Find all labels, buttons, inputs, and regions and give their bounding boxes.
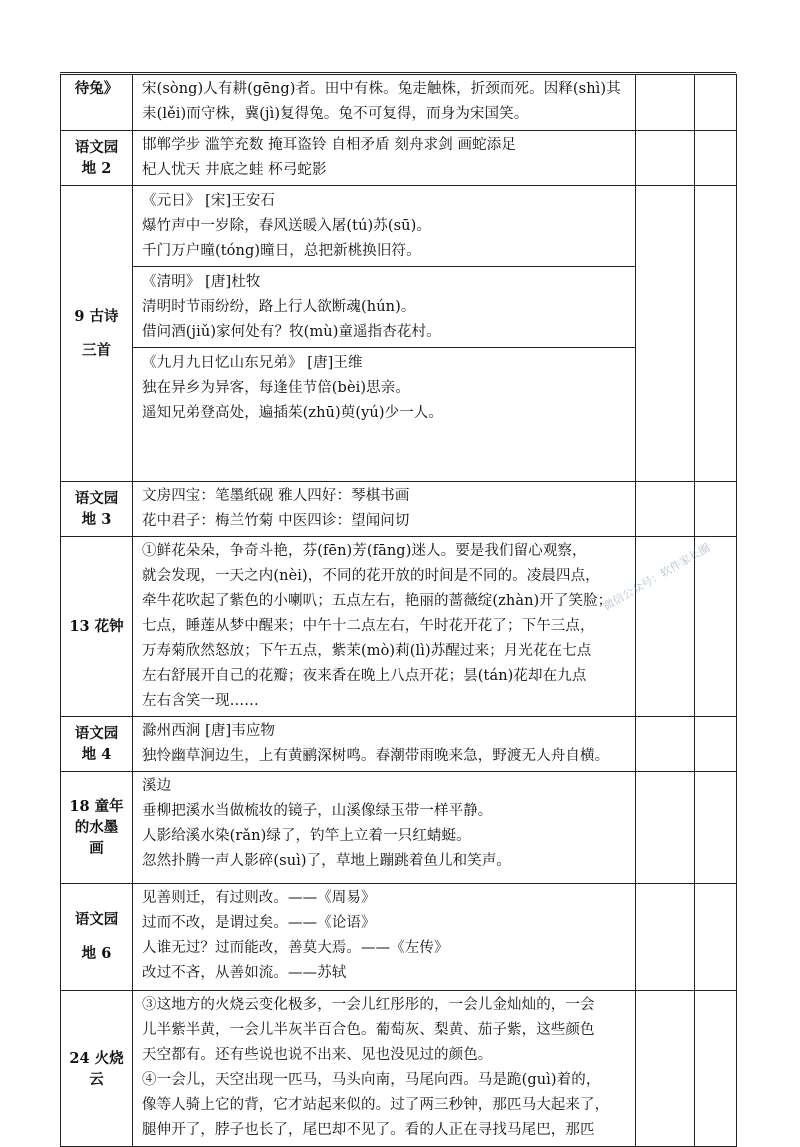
- lesson-title-line: 语文园: [74, 911, 119, 928]
- content-line: 邯郸学步 滥竽充数 掩耳盗铃 自相矛盾 刻舟求剑 画蛇添足: [142, 137, 516, 153]
- lesson-content: [133, 482, 636, 537]
- check-cell: [636, 186, 695, 482]
- lesson-title-line: 18 童年: [69, 798, 124, 815]
- lesson-title-line: 语文园: [74, 139, 119, 156]
- signature-cell: [695, 131, 737, 186]
- lesson-title-line: 13 花钟: [69, 618, 124, 635]
- content-line: 改过不吝，从善如流。——苏轼: [142, 965, 347, 981]
- lesson-title: [61, 75, 133, 131]
- lesson-title-line: 地 3: [81, 511, 112, 528]
- content-line: 人影给溪水染(rǎn)绿了，钓竿上立着一只红蜻蜓。: [142, 828, 471, 844]
- content-line: 过而不改，是谓过矣。——《论语》: [142, 915, 376, 931]
- content-line: 独怜幽草涧边生，上有黄鹂深树鸣。春潮带雨晚来急，野渡无人舟自横。: [142, 748, 610, 764]
- lesson-title-line: 地 2: [81, 160, 112, 177]
- content-line: ③这地方的火烧云变化极多，一会儿红彤彤的，一会儿金灿灿的，一会: [142, 997, 595, 1013]
- lesson-title-line: 待兔》: [74, 80, 119, 97]
- watermark-text: 微信公众号：软件家长圈: [601, 541, 713, 613]
- table-row: [61, 717, 737, 772]
- signature-cell: [695, 884, 737, 991]
- content-line: 儿半紫半黄，一会儿半灰半百合色。葡萄灰、梨黄、茄子紫，这些颜色: [142, 1022, 595, 1038]
- content-line: 遥知兄弟登高处，遍插茱(zhū)萸(yú)少一人。: [142, 405, 443, 421]
- lesson-title: [61, 482, 133, 537]
- check-cell: [636, 75, 695, 131]
- table-row: [61, 75, 737, 131]
- lesson-title-line: 语文园: [74, 725, 119, 742]
- poem-block: [133, 347, 635, 428]
- signature-cell: [695, 75, 737, 131]
- lesson-content: [133, 772, 636, 884]
- content-line: 人谁无过？过而能改，善莫大焉。——《左传》: [142, 940, 449, 956]
- lesson-title: [61, 717, 133, 772]
- lesson-content: [133, 186, 636, 482]
- lesson-title-line: 地 4: [81, 746, 112, 763]
- lesson-title: [61, 772, 133, 884]
- check-cell: [636, 991, 695, 1147]
- lesson-title-line: 的水墨: [74, 819, 119, 836]
- content-line: ④一会儿，天空出现一匹马，马头向南，马尾向西。马是跪(guì)着的，: [142, 1072, 601, 1088]
- lesson-content: [133, 991, 636, 1147]
- content-line: 滁州西涧 [唐]韦应物: [142, 723, 276, 739]
- table-row: [61, 991, 737, 1147]
- lesson-content: [133, 75, 636, 131]
- lesson-title-line: 云: [89, 1070, 104, 1088]
- top-rule: [60, 72, 736, 73]
- content-line: 七点，睡莲从梦中醒来；中午十二点左右，午时花开花了；下午三点，: [142, 618, 595, 634]
- lesson-content: [133, 884, 636, 991]
- signature-cell: [695, 991, 737, 1147]
- content-line: 牵牛花吹起了紫色的小喇叭；五点左右，艳丽的蔷薇绽(zhàn)开了笑脸；: [142, 593, 613, 609]
- content-line: 左右舒展开自己的花瓣；夜来香在晚上八点开花；昙(tán)花却在九点: [142, 668, 587, 684]
- table-row: [61, 482, 737, 537]
- signature-cell: [695, 772, 737, 884]
- content-line: 垂柳把溪水当做梳妆的镜子，山溪像绿玉带一样平静。: [142, 803, 493, 819]
- lesson-title-line: 地 6: [81, 945, 112, 962]
- content-line: 见善则迁，有过则改。——《周易》: [142, 890, 376, 906]
- lesson-title: [61, 186, 133, 482]
- signature-cell: [695, 482, 737, 537]
- lesson-title-line: 9 古诗: [74, 307, 119, 325]
- lesson-content: [133, 131, 636, 186]
- poem-block: [133, 186, 635, 266]
- lesson-content: [133, 537, 636, 717]
- check-cell: [636, 772, 695, 884]
- signature-cell: [695, 717, 737, 772]
- lesson-content: [133, 717, 636, 772]
- lesson-title-line: 画: [89, 840, 104, 857]
- check-cell: [636, 884, 695, 991]
- table-row: [61, 537, 737, 717]
- content-line: 杞人忧天 井底之蛙 杯弓蛇影: [142, 162, 327, 178]
- table-row: [61, 186, 737, 482]
- recitation-table: [60, 74, 737, 1147]
- table-row: [61, 131, 737, 186]
- content-line: 万寿菊欣然怒放；下午五点，紫茉(mò)莉(lì)苏醒过来；月光花在七点: [142, 643, 592, 659]
- lesson-title: [61, 991, 133, 1147]
- check-cell: [636, 717, 695, 772]
- content-line: 宋(sòng)人有耕(gēng)者。田中有株。兔走触株，折颈而死。因释(shì)其: [142, 81, 621, 97]
- content-line: 独在异乡为异客，每逢佳节倍(bèi)思亲。: [142, 380, 410, 396]
- content-line: 花中君子：梅兰竹菊 中医四诊：望闻问切: [142, 513, 410, 529]
- content-line: 像等人骑上它的背，它才站起来似的。过了两三秒钟，那匹马大起来了，: [142, 1097, 610, 1113]
- lesson-title: [61, 884, 133, 991]
- lesson-title: [61, 537, 133, 717]
- content-line: 爆竹声中一岁除，春风送暖入屠(tú)苏(sū)。: [142, 218, 431, 234]
- content-line: 左右含笑一现……: [142, 693, 259, 709]
- content-line: 腿伸开了，脖子也长了，尾巴却不见了。看的人正在寻找马尾巴，那匹: [142, 1122, 595, 1138]
- lesson-title-line: 三首: [82, 341, 111, 359]
- lesson-title-line: 语文园: [74, 490, 119, 507]
- content-line: 《元日》 [宋]王安石: [142, 193, 276, 209]
- poem-block: [133, 266, 635, 347]
- signature-cell: [695, 186, 737, 482]
- content-line: 耒(lěi)而守株，冀(jì)复得兔。兔不可复得，而身为宋国笑。: [142, 106, 529, 122]
- content-line: 清明时节雨纷纷，路上行人欲断魂(hún)。: [142, 299, 416, 315]
- content-line: 溪边: [142, 778, 172, 794]
- check-cell: [636, 482, 695, 537]
- content-line: 千门万户曈(tóng)曈日，总把新桃换旧符。: [142, 243, 421, 259]
- lesson-title: [61, 131, 133, 186]
- content-line: 文房四宝：笔墨纸砚 雅人四好：琴棋书画: [142, 488, 410, 504]
- signature-cell: [695, 537, 737, 717]
- content-line: 《清明》 [唐]杜牧: [142, 274, 261, 290]
- table-row: [61, 772, 737, 884]
- content-line: 天空都有。还有些说也说不出来、见也没见过的颜色。: [142, 1047, 493, 1063]
- table-row: [61, 884, 737, 991]
- content-line: 忽然扑腾一声人影碎(suì)了，草地上蹦跳着鱼儿和笑声。: [142, 853, 512, 869]
- content-line: 借问酒(jiǔ)家何处有？牧(mù)童遥指杏花村。: [142, 324, 441, 340]
- content-line: ①鲜花朵朵，争奇斗艳，芬(fēn)芳(fāng)迷人。要是我们留心观察，: [142, 543, 587, 559]
- lesson-title-line: 24 火烧: [69, 1049, 124, 1067]
- content-line: 就会发现，一天之内(nèi)，不同的花开放的时间是不同的。凌晨四点，: [142, 568, 600, 584]
- check-cell: [636, 131, 695, 186]
- content-line: 《九月九日忆山东兄弟》 [唐]王维: [142, 355, 363, 371]
